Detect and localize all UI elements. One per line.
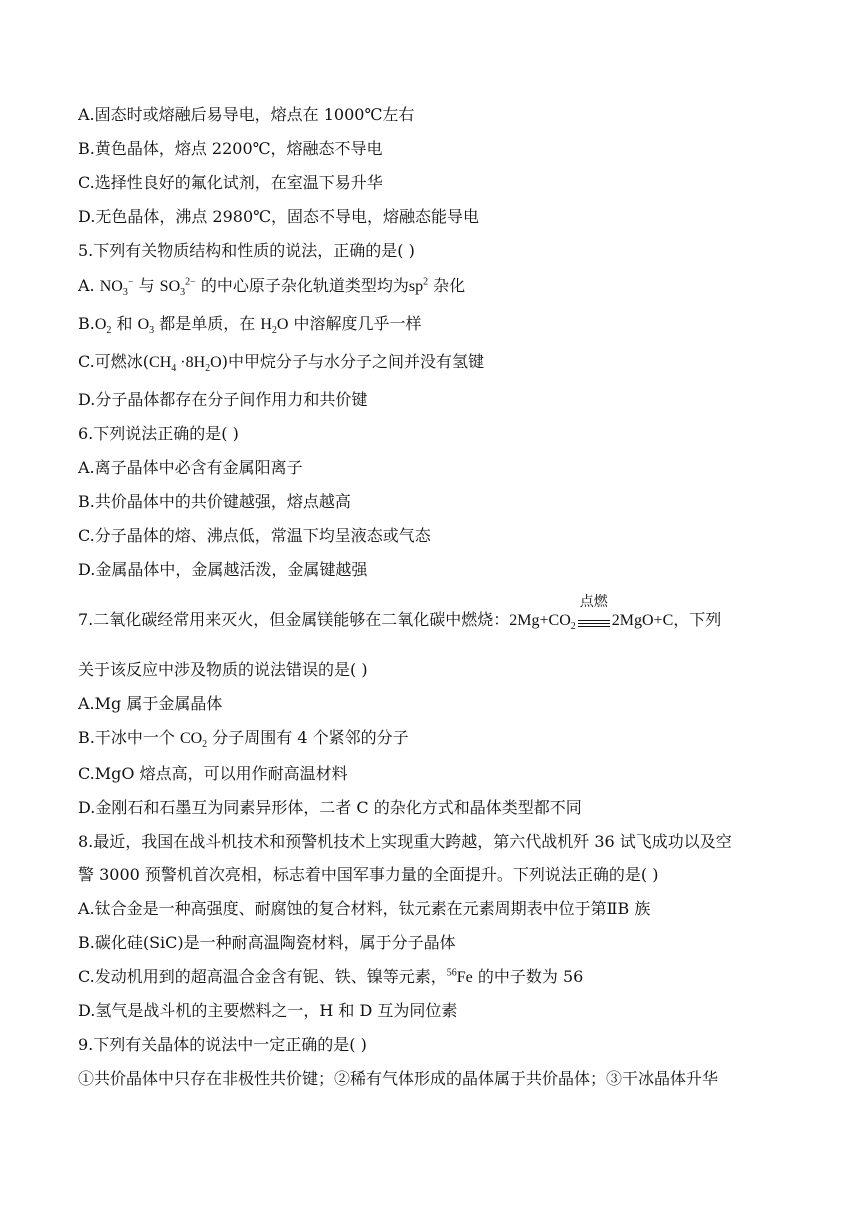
- q9-statements: ①共价晶体中只存在非极性共价键；②稀有气体形成的晶体属于共价晶体；③干冰晶体升华: [78, 1069, 719, 1088]
- q4-option-a: A.固态时或熔融后易导电，熔点在 1000℃左右: [78, 105, 415, 124]
- ozone-formula: $O_3$: [137, 316, 155, 337]
- q6-stem: 6.下列说法正确的是( ): [78, 424, 239, 443]
- reaction-equation: $2Mg+CO_2$ 点燃 2MgO+C: [509, 595, 674, 633]
- q7-option-c: C.MgO 熔点高，可以用作耐高温材料: [78, 764, 348, 783]
- reaction-arrow: [576, 595, 612, 631]
- q4-option-d: D.无色晶体，沸点 2980℃，固态不导电，熔融态能导电: [78, 207, 480, 226]
- q4-option-c: C.选择性良好的氟化试剂，在室温下易升华: [78, 173, 383, 192]
- q9-stem: 9.下列有关晶体的说法中一定正确的是( ): [78, 1035, 367, 1054]
- q8-option-a: A.钛合金是一种高强度、耐腐蚀的复合材料，钛元素在元素周期表中位于第ⅡB 族: [78, 899, 651, 918]
- water-formula: $H_2O$: [260, 316, 289, 337]
- q4-option-b: B.黄色晶体，熔点 2200℃，熔融态不导电: [78, 139, 383, 158]
- sp2-formula: $sp^2$: [408, 276, 429, 295]
- sulfite-formula: $SO_3^{2-}$: [159, 276, 196, 299]
- q5-option-b: $B.O_2$ 和 $O_3$ 都是单质，在 $H_2O$ 中溶解度几乎一样: [78, 314, 422, 337]
- q7-option-a: A.Mg 属于金属晶体: [78, 694, 223, 713]
- q8-stem-line2: 警 3000 预警机首次亮相，标志着中国军事力量的全面提升。下列说法正确的是( ): [78, 865, 659, 884]
- methane-hydrate-formula: $CH_4 \cdot 8H_2O$: [149, 354, 222, 375]
- q5-option-c: C.可燃冰$(CH_4 \cdot 8H_2O)$中甲烷分子与水分子之间并没有氢键: [78, 352, 484, 375]
- q6-option-d: D.金属晶体中，金属越活泼，金属键越强: [78, 560, 368, 579]
- reaction-condition: 点燃: [579, 595, 608, 611]
- q8-option-c: C.发动机用到的超高温合金含有铌、铁、镍等元素，$^{56}$Fe 的中子数为 56: [78, 967, 584, 986]
- q7-stem-line2: 关于该反应中涉及物质的说法错误的是( ): [78, 660, 368, 679]
- oxygen-formula: $O_2$: [94, 316, 112, 337]
- q5-stem: 5.下列有关物质结构和性质的说法，正确的是( ): [78, 241, 415, 260]
- text: A.: [78, 276, 100, 295]
- q8-option-d: D.氢气是战斗机的主要燃料之一，H 和 D 互为同位素: [78, 1001, 458, 1020]
- q6-option-a: A.离子晶体中必含有金属阳离子: [78, 458, 303, 477]
- q7-option-b: B.干冰中一个 $CO_2$ 分子周围有 4 个紧邻的分子: [78, 728, 409, 751]
- q7-option-d: D.金刚石和石墨互为同素异形体，二者 C 的杂化方式和晶体类型都不同: [78, 798, 582, 817]
- q6-option-c: C.分子晶体的熔、沸点低，常温下均呈液态或气态: [78, 526, 431, 545]
- nitrate-formula: $NO_3^-$: [99, 276, 134, 299]
- q8-option-b: B.碳化硅(SiC)是一种耐高温陶瓷材料，属于分子晶体: [78, 933, 456, 952]
- q5-option-a: A. $NO_3^-$ 与 $SO_3^{2-}$ 的中心原子杂化轨道类型均为$sp^2$ 杂化: [78, 276, 466, 299]
- q5-option-d: D.分子晶体都存在分子间作用力和共价键: [78, 390, 368, 409]
- q8-stem-line1: 8.最近，我国在战斗机技术和预警机技术上实现重大跨越，第六代战机歼 36 试飞成功以及空: [78, 832, 732, 851]
- iron-isotope-formula: $^{56}$Fe: [446, 967, 473, 986]
- carbon-dioxide-formula: $CO_2$: [179, 730, 208, 751]
- q6-option-b: B.共价晶体中的共价键越强，熔点越高: [78, 492, 351, 511]
- q7-stem-line1: 7.二氧化碳经常用来灭火，但金属镁能够在二氧化碳中燃烧：$2Mg+CO_2$ 点燃 2MgO+C，下列: [78, 595, 722, 633]
